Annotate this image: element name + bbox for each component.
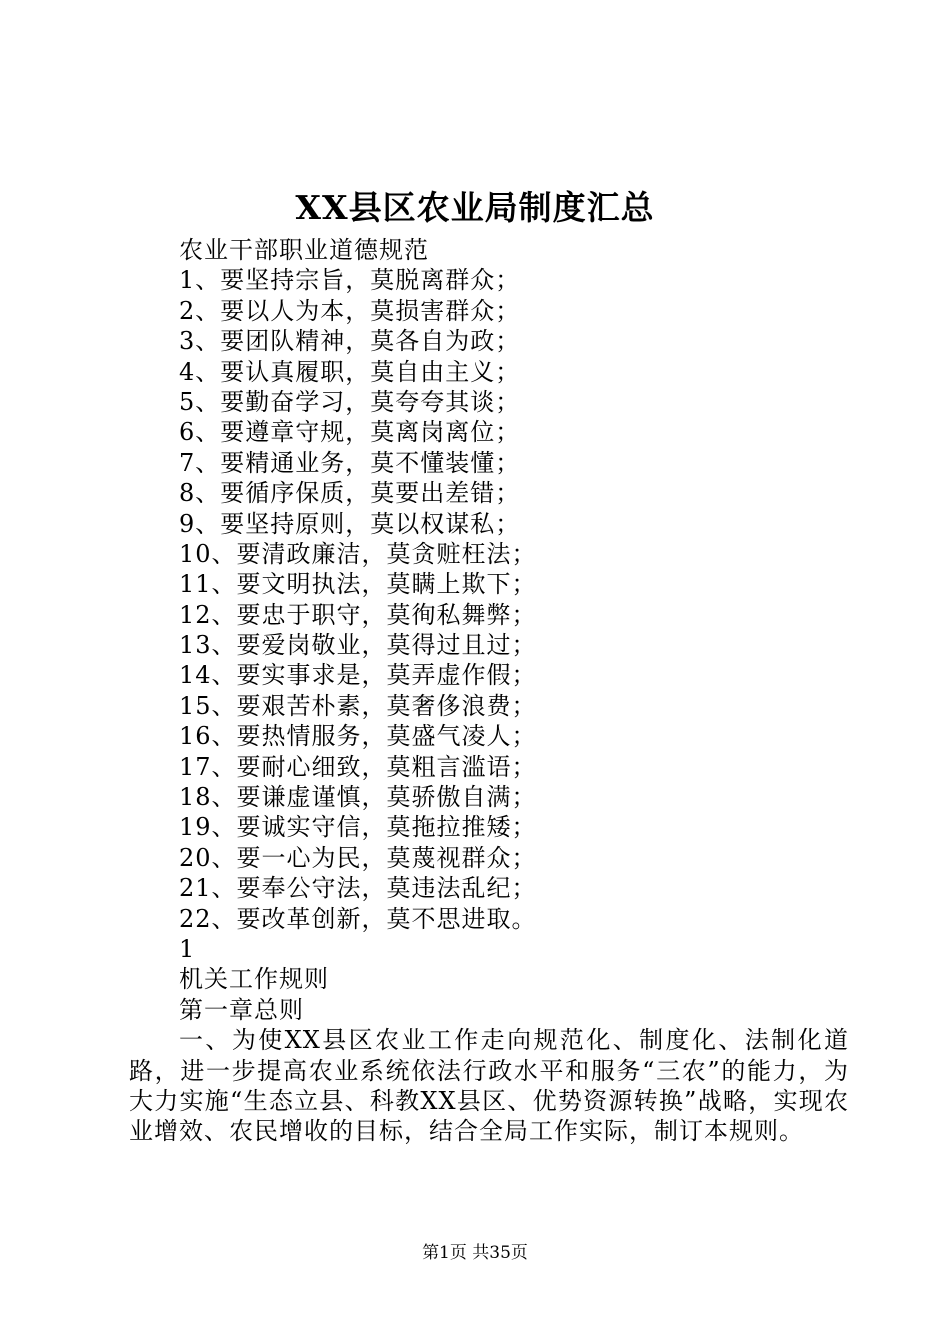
list-item: 9、要坚持原则，莫以权谋私； <box>179 509 521 538</box>
body-paragraph: 一、为使XX县区农业工作走向规范化、制度化、法制化道路，进一步提高农业系统依法行政水平和服务“三农”的能力，为大力实施“生态立县、科教XX县区、优势资源转换”战略，实现农业增效、农民增收的目标，结合全局工作实际，制订本规则。 <box>129 1026 849 1146</box>
list-item: 1、要坚持宗旨，莫脱离群众； <box>179 266 521 295</box>
chapter-heading: 第一章总则 <box>179 995 304 1024</box>
page-footer: 第1页 共35页 <box>422 1243 528 1263</box>
list-item: 17、要耐心细致，莫粗言滥语； <box>179 752 537 781</box>
list-item: 21、要奉公守法，莫违法乱纪； <box>179 874 537 903</box>
document-title: XX县区农业局制度汇总 <box>295 188 655 227</box>
list-item: 19、要诚实守信，莫拖拉推矮； <box>179 813 537 842</box>
list-item: 18、要谦虚谨慎，莫骄傲自满； <box>179 783 537 812</box>
list-item: 22、要改革创新，莫不思进取。 <box>179 904 537 933</box>
section-heading-rules: 机关工作规则 <box>179 965 329 994</box>
list-item: 8、要循序保质，莫要出差错； <box>179 479 521 508</box>
list-item: 5、要勤奋学习，莫夸夸其谈； <box>179 387 521 416</box>
page-marker: 1 <box>179 934 196 963</box>
list-item: 13、要爱岗敬业，莫得过且过； <box>179 631 537 660</box>
list-item: 7、要精通业务，莫不懂装懂； <box>179 448 521 477</box>
ethics-list <box>129 265 849 934</box>
list-item: 2、要以人为本，莫损害群众； <box>179 296 521 325</box>
list-item: 11、要文明执法，莫瞒上欺下； <box>179 570 537 599</box>
list-item: 4、要认真履职，莫自由主义； <box>179 357 521 386</box>
list-item: 20、要一心为民，莫蔑视群众； <box>179 843 537 872</box>
document-body <box>129 235 849 1147</box>
list-item: 16、要热情服务，莫盛气凌人； <box>179 722 537 751</box>
list-item: 12、要忠于职守，莫徇私舞弊； <box>179 600 537 629</box>
list-item: 10、要清政廉洁，莫贪赃枉法； <box>179 539 537 568</box>
section-heading-ethics: 农业干部职业道德规范 <box>179 236 429 264</box>
list-item: 14、要实事求是，莫弄虚作假； <box>179 661 537 690</box>
list-item: 15、要艰苦朴素，莫奢侈浪费； <box>179 691 537 720</box>
list-item: 6、要遵章守规，莫离岗离位； <box>179 418 521 447</box>
list-item: 3、要团队精神，莫各自为政； <box>179 327 521 356</box>
